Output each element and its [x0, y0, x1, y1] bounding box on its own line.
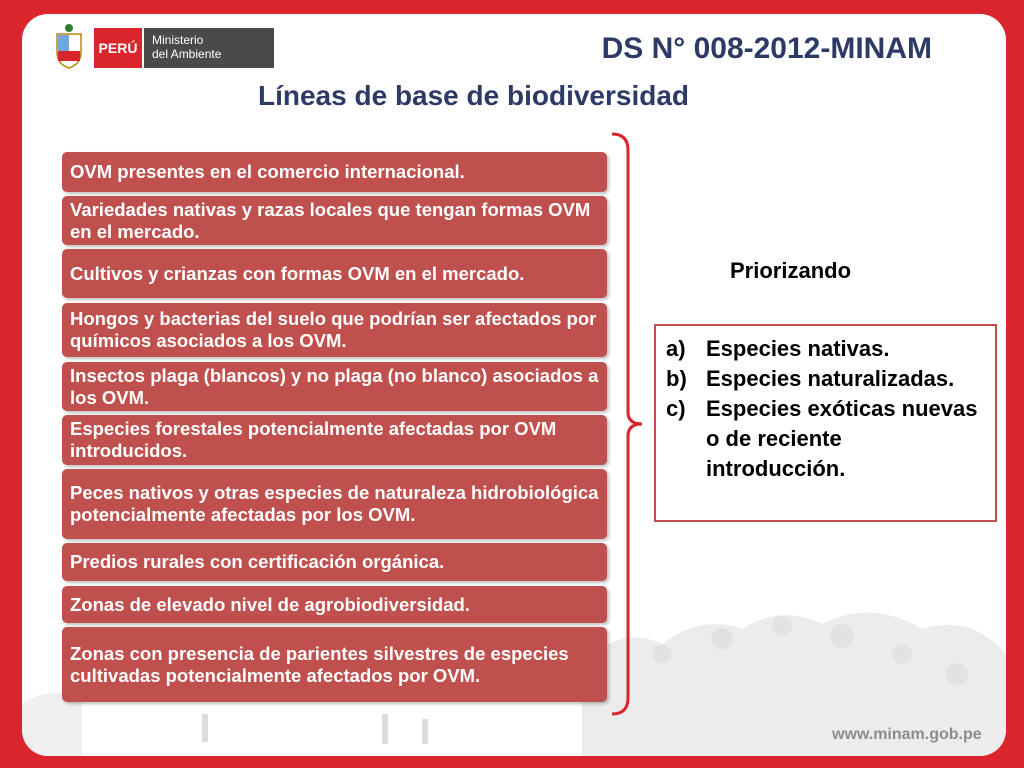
list-item: Insectos plaga (blancos) y no plaga (no blanco) asociados a los OVM.: [62, 362, 607, 411]
ministry-name: [144, 28, 274, 68]
priority-item: [666, 394, 985, 484]
page-title: Líneas de base de biodiversidad: [258, 80, 690, 111]
list-item: Predios rurales con certificación orgánica.: [62, 543, 607, 581]
list-item: Cultivos y crianzas con formas OVM en el mercado.: [62, 249, 607, 298]
slide: [22, 14, 1006, 756]
footer-url: www.minam.gob.pe: [832, 726, 982, 743]
priority-marker: b): [666, 366, 687, 391]
priority-item: [666, 334, 985, 364]
country-badge: PERÚ: [94, 28, 142, 68]
priority-text: Especies naturalizadas.: [706, 366, 955, 391]
list-item: Zonas de elevado nivel de agrobiodiversidad.: [62, 586, 607, 623]
document-code: DS N° 008-2012-MINAM: [601, 32, 932, 65]
priority-text: Especies nativas.: [706, 336, 890, 361]
priority-marker: a): [666, 336, 686, 361]
ministry-line-2: del Ambiente: [152, 47, 222, 61]
list-item: Variedades nativas y razas locales que tengan formas OVM en el mercado.: [62, 196, 607, 245]
priority-marker: c): [666, 396, 686, 421]
coat-of-arms-icon: [52, 22, 86, 72]
list-item: OVM presentes en el comercio internacional.: [62, 152, 607, 192]
list-item: Peces nativos y otras especies de naturaleza hidrobiológica potencialmente afectadas por los OVM.: [62, 469, 607, 539]
ministry-logo: [52, 22, 274, 72]
priority-label: Priorizando: [730, 258, 852, 283]
priority-text: Especies exóticas nuevas o de reciente introducción.: [706, 396, 978, 481]
list-item: Zonas con presencia de parientes silvestres de especies cultivadas potencialmente afectados por OVM.: [62, 627, 607, 702]
priority-box: [654, 324, 997, 522]
right-brace-icon: [608, 132, 648, 716]
ministry-line-1: Ministerio: [152, 33, 204, 47]
priority-item: [666, 364, 985, 394]
list-item: Especies forestales potencialmente afectadas por OVM introducidos.: [62, 415, 607, 465]
list-item: Hongos y bacterias del suelo que podrían ser afectados por químicos asociados a los OVM.: [62, 303, 607, 357]
